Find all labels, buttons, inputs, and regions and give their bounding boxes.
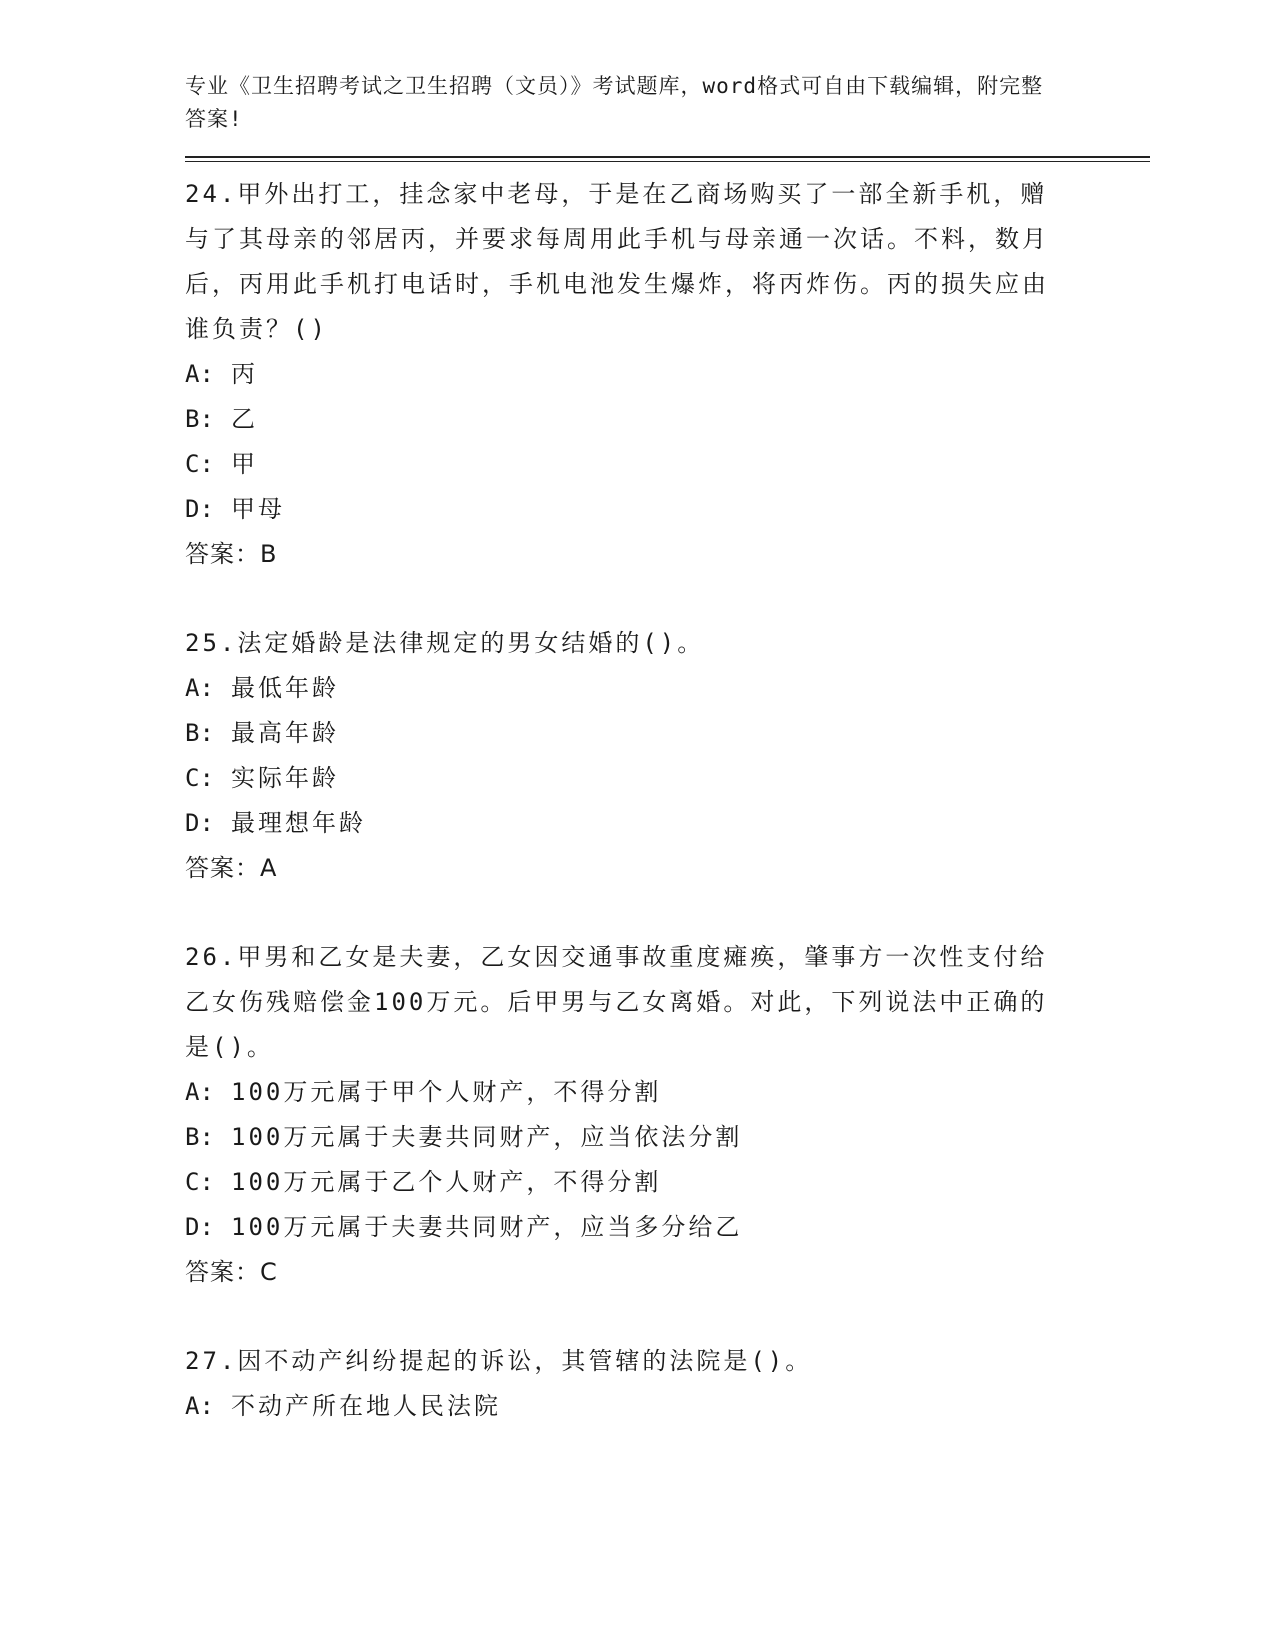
option-d [185,487,1065,532]
option-a [185,666,1065,711]
option-key: A: [185,1078,214,1106]
option-key: A: [185,1392,214,1420]
option-text: 最高年龄 [231,719,339,747]
option-c [185,1160,1065,1205]
question-stem: 26.甲男和乙女是夫妻，乙女因交通事故重度瘫痪，肇事方一次性支付给乙女伤残赔偿金100万元。后甲男与乙女离婚。对此，下列说法中正确的是()。 [185,943,1048,1061]
option-key: D: [185,809,214,837]
option-c [185,442,1065,487]
option-b [185,1115,1065,1160]
option-b [185,397,1065,442]
question-stem: 24.甲外出打工，挂念家中老母，于是在乙商场购买了一部全新手机，赠与了其母亲的邻居丙，并要求每周用此手机与母亲通一次话。不料，数月后，丙用此手机打电话时，手机电池发生爆炸，将丙炸伤。丙的损失应由谁负责？() [185,180,1049,343]
option-key: A: [185,674,214,702]
option-key: B: [185,719,214,747]
option-text: 甲 [231,450,258,478]
option-c [185,756,1065,801]
option-text: 甲母 [231,495,285,523]
question-26 [185,935,1065,1295]
option-text: 丙 [231,360,258,388]
document-header: 专业《卫生招聘考试之卫生招聘（文员）》考试题库，word格式可自由下载编辑，附完整答案! [185,74,1044,131]
document-page [185,70,1150,1429]
option-d [185,801,1065,846]
option-key: D: [185,495,214,523]
option-key: B: [185,405,214,433]
answer-line: 答案：B [185,540,278,568]
option-b [185,711,1065,756]
question-25 [185,621,1065,891]
option-text: 100万元属于甲个人财产，不得分割 [231,1078,662,1106]
option-text: 100万元属于夫妻共同财产，应当依法分割 [231,1123,743,1151]
option-text: 最理想年龄 [231,809,366,837]
option-key: B: [185,1123,214,1151]
option-key: C: [185,1168,214,1196]
question-stem: 25.法定婚龄是法律规定的男女结婚的()。 [185,629,705,657]
question-stem: 27.因不动产纠纷提起的诉讼，其管辖的法院是()。 [185,1347,813,1375]
option-text: 实际年龄 [231,764,339,792]
option-key: D: [185,1213,214,1241]
question-24 [185,172,1065,577]
option-text: 乙 [231,405,258,433]
option-key: C: [185,764,214,792]
answer-line: 答案：C [185,1258,278,1286]
option-key: C: [185,450,214,478]
option-text: 100万元属于乙个人财产，不得分割 [231,1168,662,1196]
option-a [185,352,1065,397]
option-text: 最低年龄 [231,674,339,702]
answer-line: 答案：A [185,854,278,882]
option-a [185,1070,1065,1115]
option-key: A: [185,360,214,388]
option-a [185,1384,1065,1429]
question-27 [185,1339,1065,1429]
option-text: 100万元属于夫妻共同财产，应当多分给乙 [231,1213,743,1241]
header-divider [185,156,1150,162]
option-text: 不动产所在地人民法院 [231,1392,501,1420]
option-d [185,1205,1065,1250]
